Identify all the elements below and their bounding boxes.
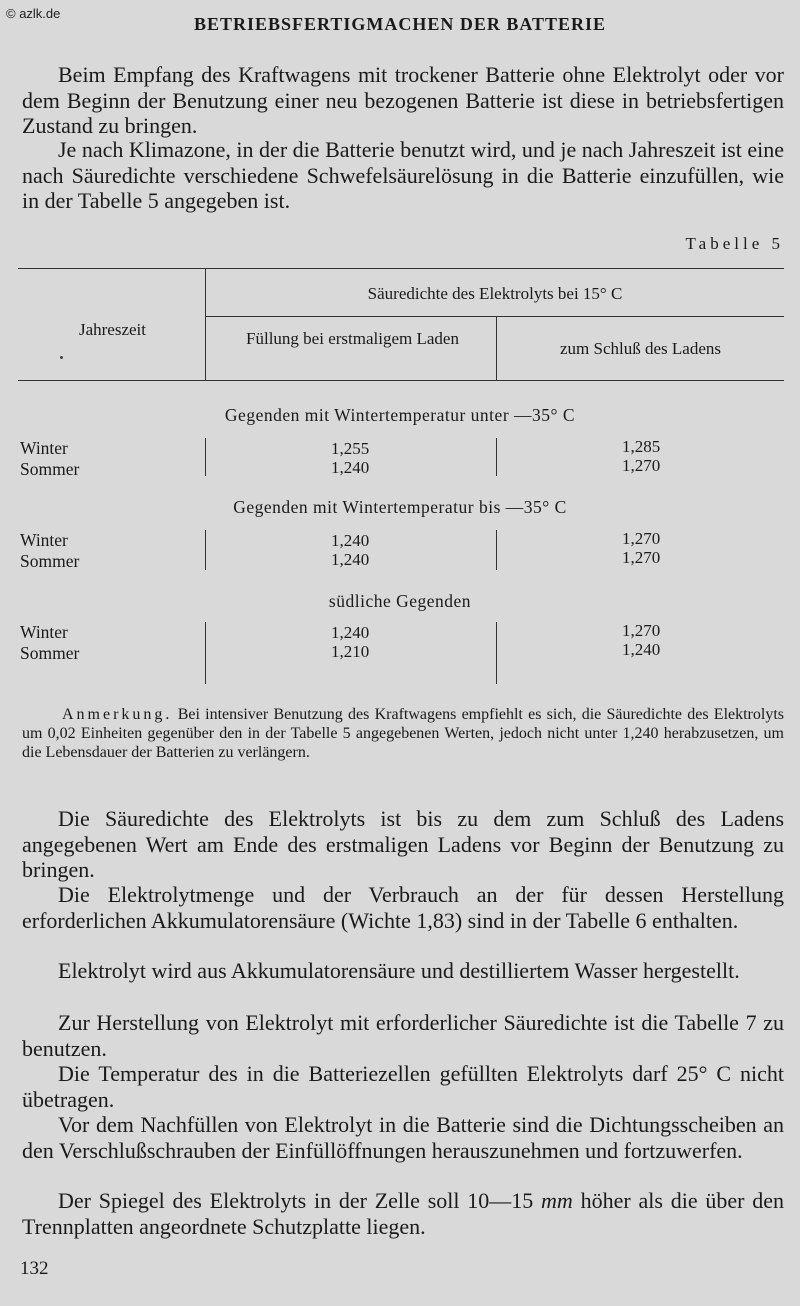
- last-text-after: höher als die über den Trennplatten angeordnete Schutzplatte liegen.: [22, 1188, 784, 1239]
- value-end-of-charge: 1,240: [622, 640, 661, 659]
- row-season: Sommer: [20, 551, 80, 571]
- last-text-before: Der Spiegel des Elektrolyts in der Zelle soll 10—15: [58, 1188, 534, 1213]
- section-divider: [496, 622, 497, 684]
- row-season: Winter: [20, 530, 68, 550]
- value-end-of-charge: 1,270: [622, 529, 661, 548]
- page-heading: BETRIEBSFERTIGMACHEN DER BATTERIE: [193, 14, 607, 34]
- row-season: Sommer: [20, 459, 80, 479]
- print-speck: [60, 356, 63, 359]
- section-title: Gegenden mit Wintertemperatur unter —35° C: [224, 405, 576, 425]
- page-number: 132: [20, 1258, 49, 1279]
- body-paragraph: Elektrolyt wird aus Akkumulatorensäure und destilliertem Wasser hergestellt.: [58, 958, 740, 983]
- table-header-rule: [18, 380, 784, 381]
- section-divider: [496, 530, 497, 570]
- table-mid-rule: [206, 316, 784, 317]
- value-end-of-charge: 1,270: [622, 456, 661, 475]
- body-paragraph-last: [22, 1188, 784, 1239]
- section-title: südliche Gegenden: [328, 591, 472, 611]
- row-season: Sommer: [20, 643, 80, 663]
- value-end-of-charge: 1,270: [622, 621, 661, 640]
- body-paragraph: Die Temperatur des in die Batteriezellen gefüllten Elektrolyts darf 25° C nicht übetragen.: [22, 1061, 784, 1112]
- watermark: © azlk.de: [6, 6, 61, 21]
- unit-mm: mm: [541, 1188, 573, 1213]
- body-paragraph: Zur Herstellung von Elektrolyt mit erforderlicher Säuredichte ist die Tabelle 7 zu benutzen.: [22, 1010, 784, 1061]
- header-end-of-charge: zum Schluß des Ladens: [560, 339, 721, 358]
- value-end-of-charge: 1,270: [622, 548, 661, 567]
- value-first-fill: 1,255: [331, 439, 370, 458]
- note-label: Anmerkung.: [62, 706, 173, 723]
- value-first-fill: 1,240: [331, 458, 370, 477]
- section-divider: [496, 438, 497, 476]
- section-title: Gegenden mit Wintertemperatur bis —35° C: [233, 497, 567, 517]
- row-season: Winter: [20, 438, 68, 458]
- value-end-of-charge: 1,285: [622, 437, 661, 456]
- header-first-fill: Füllung bei erstmaligem Laden: [246, 329, 459, 348]
- value-first-fill: 1,240: [331, 550, 370, 569]
- header-season: Jahreszeit: [78, 320, 147, 339]
- body-paragraph: Vor dem Nachfüllen von Elektrolyt in die Batterie sind die Dichtungsscheiben an den Verschlußschrauben der Einfüllöffnungen herauszunehmen und fortzuwerfen.: [22, 1112, 784, 1163]
- table-note: [22, 705, 784, 762]
- intro-paragraph-1: Beim Empfang des Kraftwagens mit trockener Batterie ohne Elektrolyt oder vor dem Beginn der Benutzung einer neu bezogenen Batterie ist diese in betriebsfertigen Zustand zu bringen.: [22, 62, 784, 138]
- table-top-rule: [18, 268, 784, 269]
- intro-paragraph-2: Je nach Klimazone, in der die Batterie benutzt wird, und je nach Jahreszeit ist eine nach Säuredichte verschiedene Schwefelsäurelösung in die Batterie einzufüllen, wie in der Tabelle 5 angegeben ist.: [22, 137, 784, 213]
- body-paragraph: Die Elektrolytmenge und der Verbrauch an der für dessen Herstellung erforderlichen Akkumulatorensäure (Wichte 1,83) sind in der Tabelle 6 enthalten.: [22, 882, 784, 933]
- section-divider: [205, 438, 206, 476]
- value-first-fill: 1,240: [331, 531, 370, 550]
- table-label: Tabelle 5: [685, 234, 784, 253]
- header-acid-density: Säuredichte des Elektrolyts bei 15° C: [367, 284, 623, 303]
- value-first-fill: 1,210: [331, 642, 370, 661]
- body-paragraph: Die Säuredichte des Elektrolyts ist bis zu dem zum Schluß des Ladens angegebenen Wert am Ende des erstmaligen Ladens vor Beginn der Benutzung zu bringen.: [22, 806, 784, 882]
- section-divider: [205, 530, 206, 570]
- note-text: Bei intensiver Benutzung des Kraftwagens empfiehlt es sich, die Säuredichte des Elektrolyts um 0,02 Einheiten gegenüber den in der Tabelle 5 angegebenen Werten, jedoch nicht unter 1,240 herabzusetzen, um die Lebensdauer der Batterien zu verlängern.: [22, 706, 785, 761]
- value-first-fill: 1,240: [331, 623, 370, 642]
- section-divider: [205, 622, 206, 684]
- row-season: Winter: [20, 622, 68, 642]
